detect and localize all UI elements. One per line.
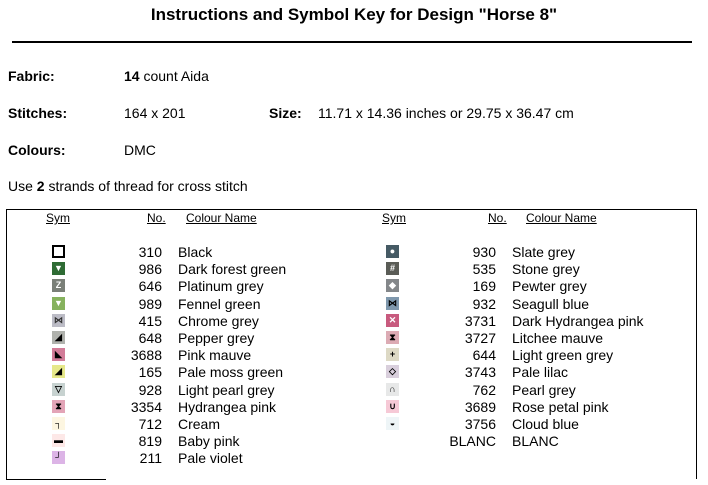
symbol-row — [52, 416, 352, 433]
colour-number: 211 — [139, 450, 162, 467]
colour-number: 3743 — [464, 364, 496, 381]
symbol-row — [386, 261, 686, 278]
colour-number: 310 — [138, 244, 162, 260]
symbol-row — [52, 330, 352, 347]
symbol-row — [386, 278, 686, 295]
colour-number: 3354 — [130, 398, 162, 415]
symbol-swatch-icon: ◇ — [386, 365, 399, 378]
fabric-label: Fabric: — [8, 68, 55, 84]
page-title: Instructions and Symbol Key for Design "Horse 8" — [150, 5, 558, 24]
symbol-row — [52, 347, 352, 364]
colour-number: 712 — [138, 416, 162, 432]
colour-name: Cream — [178, 416, 221, 432]
symbol-row — [386, 399, 686, 416]
symbol-swatch-icon: + — [386, 348, 399, 361]
colour-number: 3731 — [464, 312, 496, 329]
symbol-swatch-icon: ◢ — [52, 365, 65, 378]
colour-name: Pink mauve — [178, 347, 252, 364]
colour-number: 928 — [138, 381, 162, 398]
colour-number: 986 — [138, 261, 162, 278]
strands-instruction — [8, 178, 248, 194]
header-sym-left: Sym — [46, 211, 70, 225]
symbol-swatch-icon: # — [386, 262, 399, 275]
symbol-row — [386, 296, 686, 313]
symbol-swatch-icon: ∪ — [386, 400, 399, 413]
colour-name: Pewter grey — [512, 278, 587, 295]
colour-number: 415 — [138, 312, 162, 329]
colour-number: 648 — [138, 330, 162, 346]
symbol-swatch-icon: ◒ — [386, 417, 399, 430]
header-name-right: Colour Name — [526, 211, 597, 225]
colour-name: BLANC — [512, 433, 559, 450]
title-divider — [12, 41, 692, 43]
colour-number: 930 — [472, 244, 496, 260]
symbol-swatch-icon — [52, 245, 65, 258]
size-value: 11.71 x 14.36 inches or 29.75 x 36.47 cm — [318, 105, 574, 121]
colour-name: Pearl grey — [512, 381, 576, 398]
symbol-row — [386, 347, 686, 364]
symbol-row — [52, 244, 352, 261]
colour-name: Seagull blue — [512, 295, 590, 312]
fabric-count: 14 — [124, 68, 140, 84]
colours-value: DMC — [124, 142, 156, 158]
colour-number: 819 — [138, 433, 162, 450]
colour-number: 3756 — [464, 416, 496, 432]
symbol-row — [386, 433, 686, 450]
symbol-row — [386, 244, 686, 261]
symbol-row — [52, 278, 352, 295]
colours-label: Colours: — [8, 142, 66, 158]
symbol-row — [52, 261, 352, 278]
strands-count: 2 — [36, 178, 45, 194]
colour-name: Pale moss green — [178, 364, 284, 381]
symbol-swatch-icon: ┘ — [52, 451, 65, 464]
symbol-swatch-icon — [386, 434, 399, 447]
colour-number: 535 — [472, 261, 496, 278]
colour-number: 644 — [472, 347, 496, 364]
colour-name: Rose petal pink — [512, 398, 609, 415]
colour-name: Cloud blue — [512, 416, 579, 432]
symbol-row — [52, 364, 352, 381]
symbol-swatch-icon: ▼ — [52, 262, 65, 275]
colour-number: BLANC — [449, 433, 496, 450]
colour-name: Pale lilac — [512, 364, 569, 381]
colour-name: Pale violet — [178, 450, 243, 467]
header-no-right: No. — [488, 211, 507, 225]
symbol-row — [386, 313, 686, 330]
colour-number: 169 — [472, 278, 496, 295]
fabric-type: count Aida — [139, 68, 209, 84]
colour-name: Platinum grey — [178, 278, 264, 295]
colour-name: Light green grey — [512, 347, 614, 364]
symbol-swatch-icon: ◣ — [52, 348, 65, 361]
symbol-row — [386, 330, 686, 347]
symbol-swatch-icon: Z — [52, 279, 65, 292]
symbol-row — [52, 382, 352, 399]
colour-name: Hydrangea pink — [178, 398, 277, 415]
symbol-swatch-icon: ⋈ — [54, 314, 63, 325]
symbol-swatch-icon: ∩ — [386, 383, 399, 396]
colour-number: 165 — [138, 364, 162, 381]
symbol-swatch-icon: ⧗ — [52, 400, 65, 413]
header-sym-right: Sym — [382, 211, 406, 225]
stitches-value: 164 x 201 — [124, 105, 186, 121]
symbol-row — [386, 382, 686, 399]
colour-number: 762 — [472, 381, 496, 398]
colour-name: Pepper grey — [178, 330, 255, 346]
colour-name: Dark Hydrangea pink — [512, 312, 644, 329]
symbol-swatch-icon: ⋈ — [388, 297, 397, 308]
colour-name: Stone grey — [512, 261, 580, 278]
symbol-swatch-icon: ▬ — [54, 435, 63, 446]
symbol-row — [52, 433, 352, 450]
fabric-value — [124, 68, 209, 84]
symbol-swatch-icon: ◢ — [52, 331, 65, 344]
colour-number: 3688 — [130, 347, 162, 364]
colour-name: Litchee mauve — [512, 330, 604, 346]
colour-name: Dark forest green — [178, 261, 287, 278]
symbol-row — [386, 364, 686, 381]
symbol-swatch-icon: ▽ — [52, 383, 65, 396]
strands-post: strands of thread for cross stitch — [44, 178, 248, 194]
colour-name: Baby pink — [178, 433, 240, 450]
symbol-swatch-icon: ▼ — [52, 297, 65, 310]
symbol-swatch-icon: ┐ — [52, 417, 65, 430]
colour-number: 3689 — [464, 398, 496, 415]
symbol-swatch-icon: ⧗ — [386, 331, 399, 344]
colour-number: 989 — [138, 295, 162, 312]
header-name-left: Colour Name — [186, 211, 257, 225]
colour-number: 646 — [138, 278, 162, 295]
colour-name: Light pearl grey — [178, 381, 275, 398]
size-label: Size: — [269, 105, 302, 121]
symbol-row — [52, 296, 352, 313]
symbol-row — [52, 399, 352, 416]
colour-number: 3727 — [464, 330, 496, 346]
stitches-label: Stitches: — [8, 105, 68, 121]
symbol-swatch-icon: ✕ — [386, 314, 399, 327]
colour-name: Fennel green — [178, 295, 261, 312]
symbol-row — [52, 313, 352, 330]
table-bottom-rule — [6, 479, 106, 480]
colour-name: Chrome grey — [178, 312, 259, 329]
colour-name: Slate grey — [512, 244, 576, 260]
colour-name: Black — [178, 244, 213, 260]
strands-pre: Use — [8, 178, 37, 194]
symbol-row — [52, 450, 352, 467]
colour-number: 932 — [472, 295, 496, 312]
symbol-swatch-icon: ● — [386, 245, 399, 258]
symbol-swatch-icon: ◆ — [386, 279, 399, 292]
symbol-row — [386, 416, 686, 433]
header-no-left: No. — [147, 211, 166, 225]
